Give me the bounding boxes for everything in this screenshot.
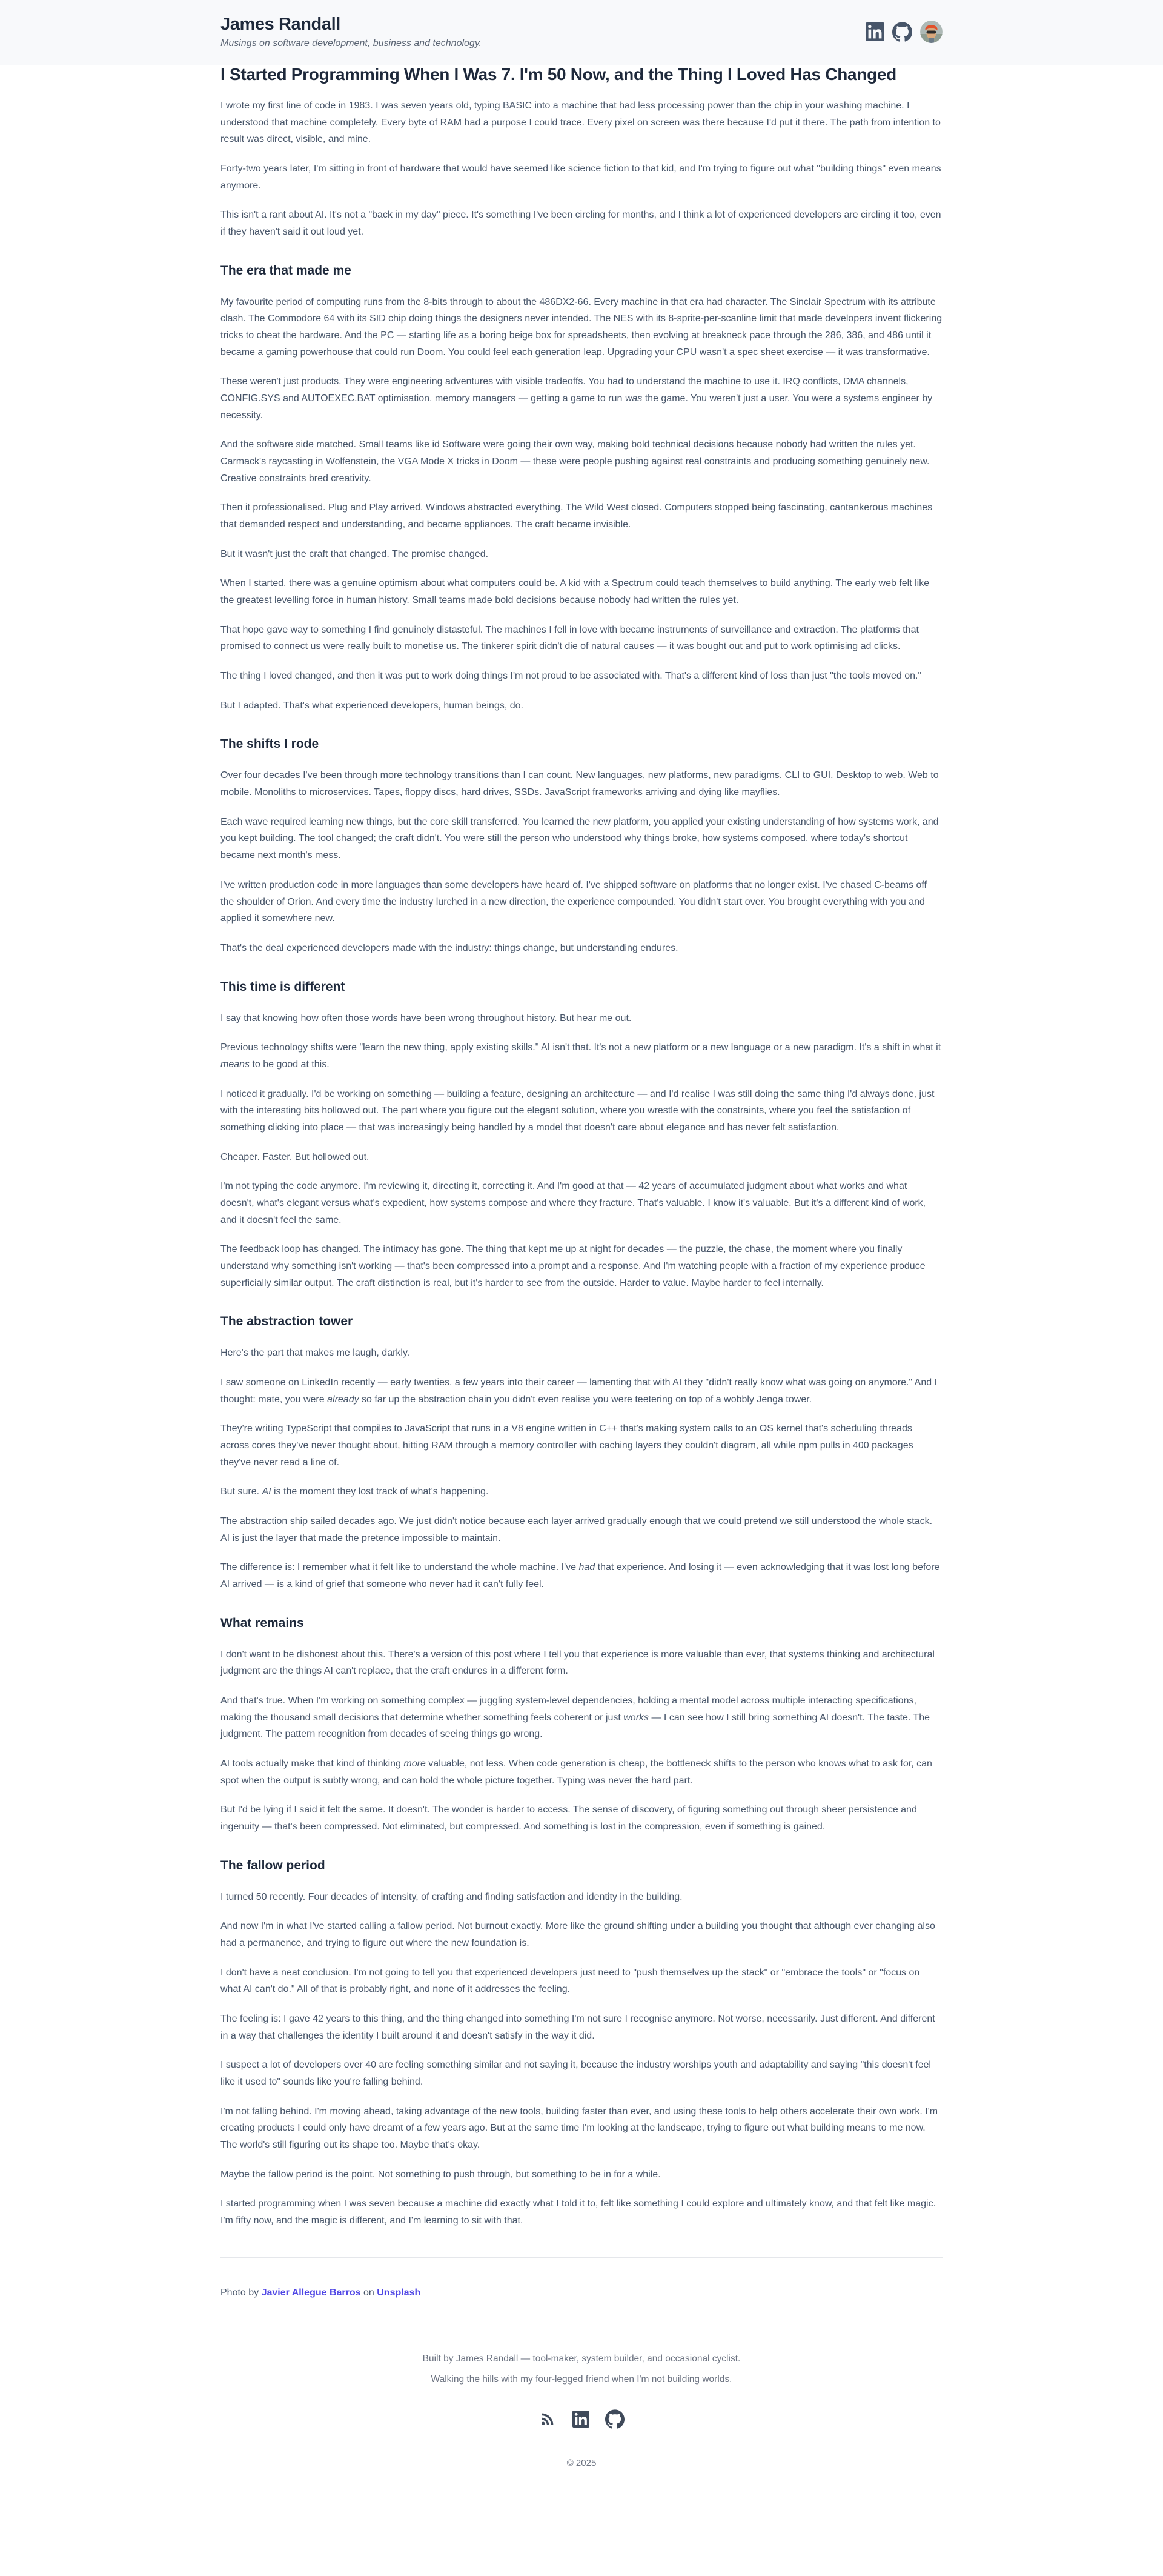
paragraph: Then it professionalised. Plug and Play arrived. Windows abstracted everything. The Wild West closed. Computers stopped being fascinating, cantankerous machines that demanded respect and understanding, and became appliances. The craft became invisible. bbox=[220, 502, 933, 530]
section-heading: The abstraction tower bbox=[220, 1314, 353, 1329]
paragraph: Over four decades I've been through more technology transitions than I can count. New languages, new platforms, new paradigms. CLI to GUI. Desktop to web. Web to mobile. Monoliths to microservices. Tapes, floppy discs, hard drives, SSDs. JavaScript frameworks arriving and dying like mayflies. bbox=[220, 770, 939, 798]
paragraph: My favourite period of computing runs from the 8-bits through to about the 486DX2-66. Every machine in that era had character. The Sinclair Spectrum with its attribute clash. The Commodore 64 with its SID chip doing things the designers never intended. The NES with its 8-sprite-per-scanline limit that made developers invent flickering tricks to cheat the hardware. And the PC — starting life as a boring beige box for spreadsheets, then evolving at breakneck pace through the 286, 386, and 486 until it became a gaming powerhouse that could run Doom. You could feel each generation leap. Upgrading your CPU wasn't a spec sheet exercise — it was transformative. bbox=[220, 296, 943, 358]
paragraph: When I started, there was a genuine optimism about what computers could be. A kid with a Spectrum could teach themselves to build anything. The early web felt like the greatest levelling force in human history. Small teams made bold decisions because nobody had written the rules yet. bbox=[220, 578, 930, 606]
paragraph: I'm not typing the code anymore. I'm reviewing it, directing it, correcting it. And I'm good at that — 42 years of accumulated judgment about what works and what doesn't, what's elegant versus what's expedient, how systems compose and where they fracture. That's valuable. I know it's valuable. But it's a different kind of work, and it doesn't feel the same. bbox=[220, 1181, 926, 1225]
paragraph: The difference is: I remember what it felt like to understand the whole machine. I've had that experience. And losing it — even acknowledging that it was lost long before AI arrived — is a kind of grief that someone who never had it can't fully feel. bbox=[220, 1562, 940, 1589]
section-heading: The fallow period bbox=[220, 1858, 325, 1872]
footer-social-links bbox=[220, 2409, 943, 2429]
paragraph: The thing I loved changed, and then it was put to work doing things I'm not proud to be associated with. That's a different kind of loss than just "the tools moved on." bbox=[220, 671, 922, 682]
section-heading: The era that made me bbox=[220, 263, 351, 278]
post-title: I Started Programming When I Was 7. I'm 50 Now, and the Thing I Loved Has Changed bbox=[220, 65, 896, 84]
paragraph: I don't have a neat conclusion. I'm not going to tell you that experienced developers just need to "push themselves up the stack" or "embrace the tools" or "focus on what AI can't do." All of that is probably right, and none of it addresses the feeling. bbox=[220, 1967, 920, 1995]
post-body bbox=[220, 89, 943, 2301]
section-heading: This time is different bbox=[220, 979, 345, 994]
paragraph: But I adapted. That's what experienced developers, human beings, do. bbox=[220, 700, 523, 711]
photo-credit-unsplash-link[interactable]: Unsplash bbox=[377, 2287, 421, 2298]
paragraph: Each wave required learning new things, but the core skill transferred. You learned the new platform, you applied your existing understanding of how systems work, and you kept building. The tool changed; the craft didn't. You were still the person who understood why things broke, how systems composed, where today's shortcut became next month's mess. bbox=[220, 816, 939, 861]
paragraph: The feeling is: I gave 42 years to this thing, and the thing changed into something I'm not sure I recognise anymore. Not worse, necessarily. Just different. And different in a way that challenges the identity I built around it and doesn't satisfy in the way it did. bbox=[220, 2014, 935, 2041]
paragraph: But it wasn't just the craft that changed. The promise changed. bbox=[220, 548, 489, 559]
paragraph: I don't want to be dishonest about this. There's a version of this post where I tell you that experience is more valuable than ever, that systems thinking and architectural judgment are the things AI can't replace, that the craft endures in a different form. bbox=[220, 1649, 935, 1677]
paragraph: I've written production code in more languages than some developers have heard of. I've shipped software on platforms that no longer exist. I've chased C-beams off the shoulder of Orion. And every time the industry lurched in a new direction, the experience compounded. You didn't start over. You brought everything with you and applied it somewhere new. bbox=[220, 879, 927, 924]
photo-credit: Photo by Javier Allegue Barros on Unsplash bbox=[220, 2287, 421, 2298]
paragraph: They're writing TypeScript that compiles to JavaScript that runs in a V8 engine written in C++ that's making system calls to an OS kernel that's scheduling threads across cores they've never thought about, hitting RAM through a memory controller with caching layers they couldn't diagram, all while npm pulls in 400 packages they've never read a line of. bbox=[220, 1423, 913, 1468]
paragraph: But I'd be lying if I said it felt the same. It doesn't. The wonder is harder to access. The sense of discovery, of figuring something out through sheer persistence and ingenuity — that's been compressed. Not eliminated, but compressed. And something is lost in the compression, even if something is gained. bbox=[220, 1805, 917, 1832]
section-heading: The shifts I rode bbox=[220, 737, 319, 751]
paragraph: And the software side matched. Small teams like id Software were going their own way, making bold technical decisions because nobody had written the rules yet. Carmack's raycasting in Wolfenstein, the VGA Mode X tricks in Doom — these were people pushing against real constraints and producing something genuinely new. Creative constraints bred creativity. bbox=[220, 439, 930, 484]
footer-tagline: Walking the hills with my four-legged friend when I'm not building worlds. bbox=[431, 2374, 732, 2385]
paragraph: The feedback loop has changed. The intimacy has gone. The thing that kept me up at night for decades — the puzzle, the chase, the moment where you finally understand why something isn't working — that's been compressed into a prompt and a response. And I'm watching people with a fraction of my experience produce superficially similar output. The craft distinction is real, but it's harder to see from the outside. Harder to value. Maybe harder to feel internally. bbox=[220, 1244, 926, 1288]
github-icon[interactable] bbox=[892, 22, 912, 42]
paragraph: AI tools actually make that kind of thinking more valuable, not less. When code generation is cheap, the bottleneck shifts to the person who knows what to ask for, can spot when the output is subtly wrong, and can hold the whole picture together. Typing was never the hard part. bbox=[220, 1759, 932, 1786]
linkedin-icon[interactable] bbox=[572, 2411, 589, 2428]
site-title[interactable]: James Randall bbox=[220, 15, 340, 34]
paragraph: That's the deal experienced developers made with the industry: things change, but understanding endures. bbox=[220, 942, 678, 953]
paragraph: But sure. AI is the moment they lost track of what's happening. bbox=[220, 1486, 489, 1497]
paragraph: These weren't just products. They were engineering adventures with visible tradeoffs. You had to understand the machine to use it. IRQ conflicts, DMA channels, CONFIG.SYS and AUTOEXEC.BAT optimisation, memory managers — getting a game to run was the game. You weren't just a user. You were a systems engineer by necessity. bbox=[220, 376, 933, 421]
blog-post bbox=[220, 65, 943, 2301]
copyright: © 2025 bbox=[566, 2458, 597, 2469]
site-tagline: Musings on software development, business and technology. bbox=[220, 38, 482, 48]
paragraph: Cheaper. Faster. But hollowed out. bbox=[220, 1151, 369, 1162]
paragraph: I wrote my first line of code in 1983. I was seven years old, typing BASIC into a machine that had less processing power than the chip in your washing machine. I understood that machine completely. Every byte of RAM had a purpose I could trace. Every pixel on screen was there because I'd put it there. The path from intention to result was direct, visible, and mine. bbox=[220, 101, 941, 145]
site-footer bbox=[0, 2301, 1163, 2576]
paragraph: I turned 50 recently. Four decades of intensity, of crafting and finding satisfaction and identity in the building. bbox=[220, 1891, 683, 1902]
rss-icon[interactable] bbox=[538, 2410, 557, 2428]
site-identity bbox=[220, 15, 482, 49]
paragraph: I say that knowing how often those words have been wrong throughout history. But hear me out. bbox=[220, 1013, 632, 1023]
paragraph: I noticed it gradually. I'd be working on something — building a feature, designing an architecture — and I'd realise I was still doing the same thing I'd always done, just with the interesting bits hollowed out. The part where you figure out the elegant solution, where you wrestle with the constraints, where you feel the satisfaction of something clicking into place — that was increasingly being handled by a model that doesn't care about elegance and has never felt satisfaction. bbox=[220, 1088, 935, 1133]
paragraph: I saw someone on LinkedIn recently — early twenties, a few years into their career — lamenting that with AI they "didn't really know what was going on anymore." And I thought: mate, you were already so far up the abstraction chain you didn't even realise you were teetering on top of a wobbly Jenga tower. bbox=[220, 1377, 938, 1405]
paragraph: Previous technology shifts were "learn the new thing, apply existing skills." AI isn't that. It's not a new platform or a new language or a new paradigm. It's a shift in what it means to be good at this. bbox=[220, 1042, 941, 1070]
paragraph: And now I'm in what I've started calling a fallow period. Not burnout exactly. More like the ground shifting under a building you thought that although ever changing also had a permanence, and trying to figure out where the new foundation is. bbox=[220, 1921, 935, 1949]
paragraph: Here's the part that makes me laugh, darkly. bbox=[220, 1348, 410, 1359]
site-header bbox=[0, 0, 1163, 65]
photo-credit-author-link[interactable]: Javier Allegue Barros bbox=[261, 2287, 361, 2298]
paragraph: That hope gave way to something I find genuinely distasteful. The machines I fell in love with became instruments of surveillance and extraction. The platforms that promised to connect us were really built to monetise us. The tinkerer spirit didn't die of natural causes — it was bought out and put to work optimising ad clicks. bbox=[220, 624, 919, 652]
main-content bbox=[211, 65, 952, 2301]
paragraph: I suspect a lot of developers over 40 are feeling something similar and not saying it, because the industry worships youth and adaptability and saying "this doesn't feel like it used to" sounds like you're falling behind. bbox=[220, 2060, 931, 2088]
header-social-links bbox=[866, 21, 943, 43]
footer-byline: Built by James Randall — tool-maker, system builder, and occasional cyclist. bbox=[422, 2354, 741, 2365]
paragraph: I started programming when I was seven because a machine did exactly what I told it to, felt like something I could explore and ultimately know, and that felt like magic. I'm fifty now, and the magic is different, and I'm learning to sit with that. bbox=[220, 2198, 936, 2226]
paragraph: The abstraction ship sailed decades ago. We just didn't notice because each layer arrived gradually enough that we could pretend we still understood the whole stack. AI is just the layer that made the pretence impossible to maintain. bbox=[220, 1516, 933, 1543]
paragraph: Maybe the fallow period is the point. Not something to push through, but something to be in for a while. bbox=[220, 2169, 661, 2180]
linkedin-icon[interactable] bbox=[866, 22, 884, 41]
github-icon[interactable] bbox=[605, 2409, 625, 2429]
paragraph: And that's true. When I'm working on something complex — juggling system-level dependencies, holding a mental model across multiple interacting specifications, making the thousand small decisions that determine whether something feels coherent or just works — I can see how I still bring something AI doesn't. The taste. The judgment. The pattern recognition from decades of seeing things go wrong. bbox=[220, 1695, 930, 1740]
paragraph: Forty-two years later, I'm sitting in front of hardware that would have seemed like science fiction to that kid, and I'm trying to figure out what "building things" even means anymore. bbox=[220, 164, 941, 191]
paragraph: I'm not falling behind. I'm moving ahead, taking advantage of the new tools, building faster than ever, and using these tools to help others accelerate their own work. I'm creating products I could only have dreamt of a few years ago. But at the same time I'm looking at the landscape, trying to figure out what building means to me now. The world's still figuring out its shape too. Maybe that's okay. bbox=[220, 2106, 938, 2151]
avatar[interactable] bbox=[920, 21, 943, 43]
divider bbox=[220, 2257, 943, 2258]
section-heading: What remains bbox=[220, 1616, 304, 1630]
paragraph: This isn't a rant about AI. It's not a "back in my day" piece. It's something I've been circling for months, and I think a lot of experienced developers are circling it too, even if they haven't said it out loud yet. bbox=[220, 210, 941, 238]
